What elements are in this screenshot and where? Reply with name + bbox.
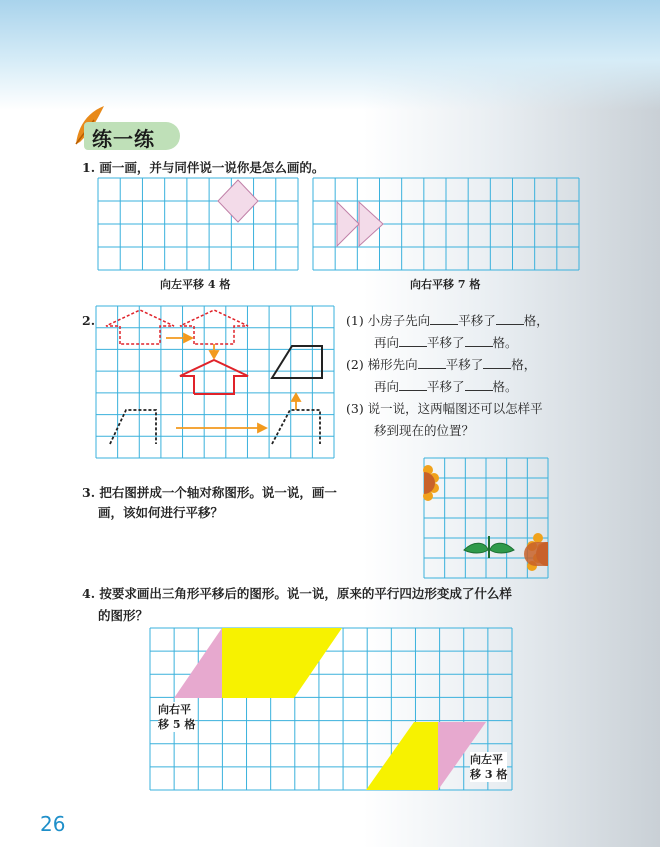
yellow-shape-top — [222, 628, 342, 698]
q2-line-1: (1) 小房子先向 平移了 格， — [346, 313, 549, 328]
question-3-line-2: 画，该如何进行平移？ — [98, 505, 224, 520]
question-2-number: 2. — [82, 313, 96, 328]
yellow-shape-bottom — [366, 722, 438, 790]
q4-label-right: 向右平 移 5 格 — [158, 703, 196, 731]
solid-house — [180, 360, 248, 394]
question-4-line-2: 的图形？ — [98, 608, 149, 623]
pink-diamond — [218, 180, 258, 222]
q2-line-2: 再向 平移了 格。 — [374, 335, 518, 350]
question-3-line-1: 3. 把右图拼成一个轴对称图形。说一说，画一 — [82, 485, 337, 500]
q2-line-4: 再向 平移了 格。 — [374, 379, 518, 394]
dashed-trapezoid-left — [110, 410, 156, 444]
header-gradient-band — [0, 0, 660, 110]
section-title: 练一练 — [92, 127, 155, 151]
q4-label-left: 向左平 移 3 格 — [470, 753, 508, 781]
q2-grid — [96, 306, 334, 458]
q2-line-6: 移到现在的位置？ — [374, 423, 475, 438]
solid-trapezoid — [272, 346, 322, 378]
q1-right-grid — [313, 178, 579, 270]
q1-left-caption: 向左平移 4 格 — [160, 278, 231, 291]
dashed-house-left — [106, 310, 174, 344]
q4-grid — [150, 628, 512, 790]
q2-line-5: (3) 说一说，这两幅图还可以怎样平 — [346, 401, 543, 416]
pink-triangle-1 — [337, 202, 359, 246]
question-4-line-1: 4. 按要求画出三角形平移后的图形。说一说，原来的平行四边形变成了什么样 — [82, 586, 512, 601]
half-flower-left — [423, 465, 439, 501]
q3-grid — [424, 458, 548, 578]
page-number: 26 — [40, 812, 66, 836]
q1-right-caption: 向右平移 7 格 — [410, 278, 481, 291]
q2-line-3: (2) 梯形先向 平移了 格， — [346, 357, 537, 372]
question-1-text: 1. 画一画，并与同伴说一说你是怎么画的。 — [82, 160, 325, 175]
q1-left-grid — [98, 178, 298, 270]
